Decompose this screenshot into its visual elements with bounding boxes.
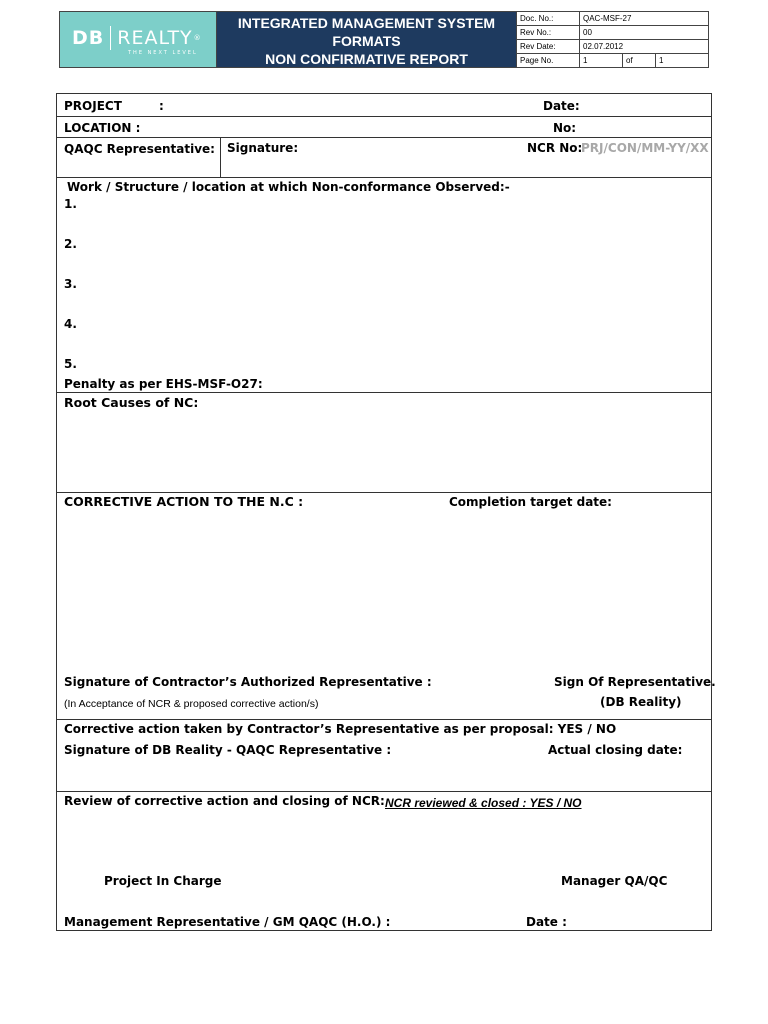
page-no-value: 1 xyxy=(580,54,623,68)
title-line-3: NON CONFIRMATIVE REPORT xyxy=(265,51,468,67)
date-label: Date: xyxy=(543,99,580,113)
corrective-action-label: CORRECTIVE ACTION TO THE N.C : xyxy=(64,494,304,509)
page-of-label: of xyxy=(623,54,656,68)
document-title-block xyxy=(217,11,516,68)
logo-divider xyxy=(110,26,111,50)
divider-line xyxy=(57,791,711,792)
work-location-heading: Work / Structure / location at which Non-conformance Observed:- xyxy=(67,180,510,194)
company-logo xyxy=(59,11,217,68)
rev-no-row xyxy=(517,26,709,40)
item-2: 2. xyxy=(64,237,77,251)
registered-mark-icon: ® xyxy=(193,34,201,42)
doc-no-value: QAC-MSF-27 xyxy=(580,12,709,26)
divider-line xyxy=(57,392,711,393)
signature-label: Signature: xyxy=(227,141,299,155)
item-1: 1. xyxy=(64,197,77,211)
ncr-reviewed-closed-label: NCR reviewed & closed : YES / NO xyxy=(385,796,582,810)
qaqc-representative-label: QAQC Representative: xyxy=(64,142,215,156)
actual-closing-date-label: Actual closing date: xyxy=(548,743,683,757)
penalty-label: Penalty as per EHS-MSF-O27: xyxy=(64,377,263,391)
ncr-no-label: NCR No: xyxy=(527,141,583,155)
contractor-signature-label: Signature of Contractor’s Authorized Representative : xyxy=(64,675,432,689)
page-no-row xyxy=(517,54,709,68)
divider-line xyxy=(57,492,711,493)
doc-no-label: Doc. No.: xyxy=(517,12,580,26)
project-colon: : xyxy=(159,99,164,113)
document-control-table xyxy=(516,11,709,68)
rev-date-value: 02.07.2012 xyxy=(580,40,709,54)
db-qaqc-signature-label: Signature of DB Reality - QAQC Representative : xyxy=(64,743,392,757)
cell-divider xyxy=(220,137,221,177)
divider-line xyxy=(57,137,711,138)
item-4: 4. xyxy=(64,317,77,331)
completion-target-date-label: Completion target date: xyxy=(449,495,612,509)
title-line-1: INTEGRATED MANAGEMENT SYSTEM xyxy=(237,15,496,31)
rev-date-label: Rev Date: xyxy=(517,40,580,54)
review-closing-label: Review of corrective action and closing of NCR: xyxy=(64,794,385,808)
corrective-action-taken-label: Corrective action taken by Contractor’s Representative as per proposal: YES / NO xyxy=(64,722,617,736)
doc-no-row xyxy=(517,12,709,26)
root-causes-label: Root Causes of NC: xyxy=(64,395,199,410)
management-representative-label: Management Representative / GM QAQC (H.O.) : xyxy=(64,915,391,929)
item-5: 5. xyxy=(64,357,77,371)
logo-realty-text: REALTY xyxy=(117,27,193,49)
project-in-charge-label: Project In Charge xyxy=(104,874,222,888)
rev-no-label: Rev No.: xyxy=(517,26,580,40)
rev-date-row xyxy=(517,40,709,54)
sign-of-representative-label: Sign Of Representative. xyxy=(554,675,716,689)
divider-line xyxy=(57,177,711,178)
title-line-2: FORMATS xyxy=(332,33,401,49)
logo-tagline: THE NEXT LEVEL xyxy=(128,50,198,56)
manager-qaqc-label: Manager QA/QC xyxy=(561,874,668,888)
final-date-label: Date : xyxy=(526,915,567,929)
divider-line xyxy=(57,116,711,117)
db-reality-label: (DB Reality) xyxy=(600,695,682,709)
rev-no-value: 00 xyxy=(580,26,709,40)
logo-db-text: DB xyxy=(72,27,105,49)
page-total-value: 1 xyxy=(656,54,709,68)
no-label: No: xyxy=(553,121,577,135)
item-3: 3. xyxy=(64,277,77,291)
contractor-signature-note: (In Acceptance of NCR & proposed corrective action/s) xyxy=(64,698,319,710)
page-no-label: Page No. xyxy=(517,54,580,68)
ncr-form xyxy=(56,93,716,931)
location-label: LOCATION : xyxy=(64,121,141,135)
ncr-no-placeholder: PRJ/CON/MM-YY/XX xyxy=(581,141,709,155)
project-label: PROJECT xyxy=(64,99,122,113)
divider-line xyxy=(57,719,711,720)
